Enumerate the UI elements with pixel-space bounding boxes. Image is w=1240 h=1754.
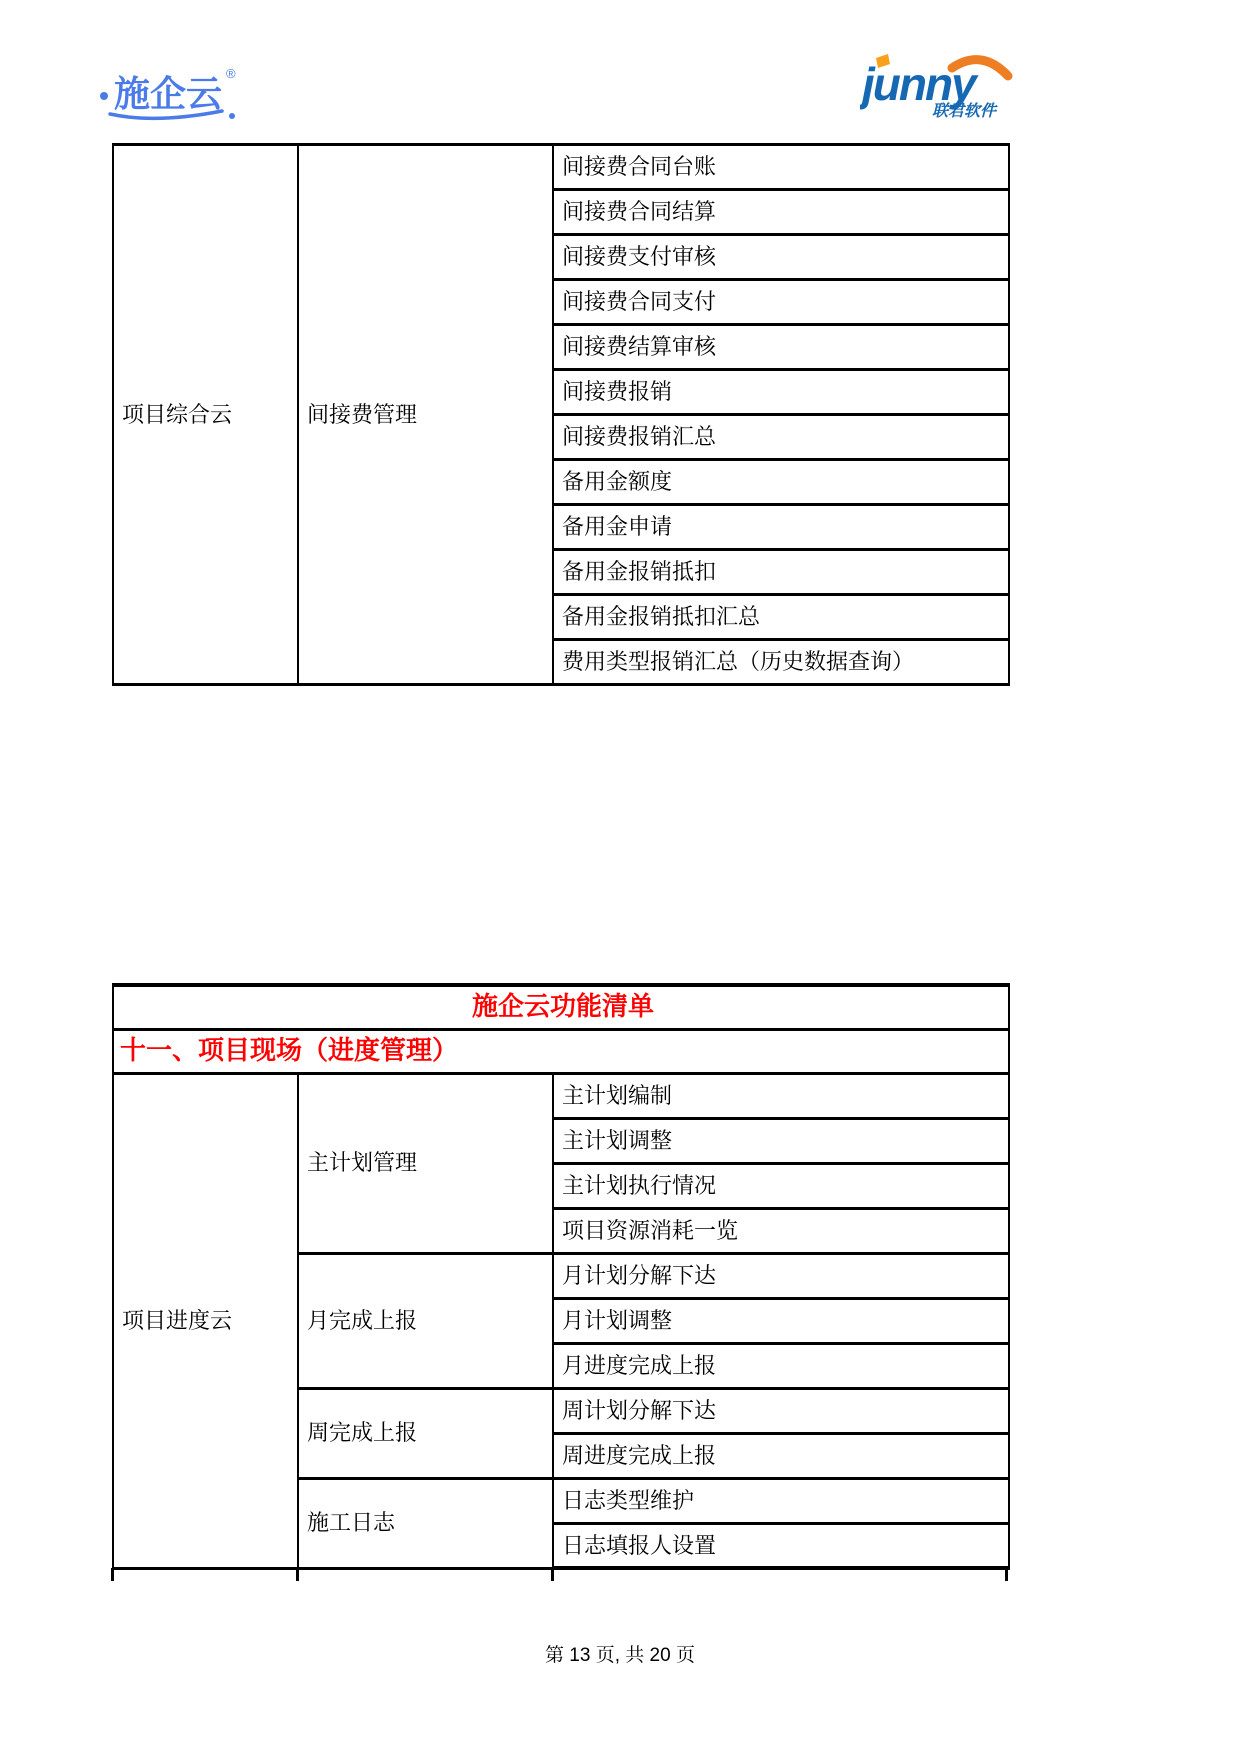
section-row [113, 1029, 1009, 1073]
feature-cell: 月计划分解下达 [553, 1253, 1009, 1298]
junny-sub-text: 联君软件 [932, 103, 997, 120]
feature-cell: 间接费报销 [553, 370, 1009, 415]
cloud-group-cell: 项目进度云 [113, 1073, 298, 1568]
module-group-cell: 施工日志 [298, 1478, 553, 1568]
registered-mark: ® [226, 66, 236, 81]
module-group-cell: 周完成上报 [298, 1388, 553, 1478]
feature-cell: 主计划调整 [553, 1118, 1009, 1163]
table-cut-stub [111, 1568, 114, 1581]
module-group-cell: 月完成上报 [298, 1253, 553, 1388]
cloud-group-cell: 项目综合云 [113, 145, 298, 685]
feature-cell: 间接费合同台账 [553, 145, 1009, 190]
table-indirect-fee [112, 143, 1010, 686]
brand-name-text: 施企云 [114, 73, 223, 114]
feature-cell: 主计划编制 [553, 1073, 1009, 1118]
shiqiyun-logo [96, 60, 266, 124]
junny-brand-text: junny [862, 58, 975, 110]
feature-cell: 日志类型维护 [553, 1478, 1009, 1523]
feature-cell: 备用金报销抵扣 [553, 550, 1009, 595]
feature-cell: 月进度完成上报 [553, 1343, 1009, 1388]
junny-logo [860, 52, 1020, 120]
feature-cell: 间接费合同支付 [553, 280, 1009, 325]
feature-cell: 费用类型报销汇总（历史数据查询） [553, 640, 1009, 685]
table-feature-list [112, 983, 1010, 1570]
logo-dot [100, 92, 108, 100]
logo-swoosh-dot [229, 113, 235, 119]
table-row [113, 145, 1009, 190]
module-group-cell: 主计划管理 [298, 1073, 553, 1253]
feature-cell: 间接费合同结算 [553, 190, 1009, 235]
table-title: 施企云功能清单 [113, 985, 1009, 1029]
feature-cell: 间接费支付审核 [553, 235, 1009, 280]
feature-cell: 周计划分解下达 [553, 1388, 1009, 1433]
module-group-cell: 间接费管理 [298, 145, 553, 685]
table-cut-stub [551, 1568, 554, 1581]
feature-cell: 间接费报销汇总 [553, 415, 1009, 460]
feature-cell: 主计划执行情况 [553, 1163, 1009, 1208]
table-cut-stub [296, 1568, 299, 1581]
section-title: 十一、项目现场（进度管理） [113, 1029, 1009, 1073]
feature-cell: 备用金申请 [553, 505, 1009, 550]
feature-cell: 日志填报人设置 [553, 1523, 1009, 1568]
feature-cell: 周进度完成上报 [553, 1433, 1009, 1478]
feature-cell: 间接费结算审核 [553, 325, 1009, 370]
page-number: 第 13 页, 共 20 页 [545, 1645, 695, 1666]
table-cut-stub [1005, 1568, 1008, 1581]
feature-cell: 备用金报销抵扣汇总 [553, 595, 1009, 640]
table-title-row [113, 985, 1009, 1029]
feature-cell: 备用金额度 [553, 460, 1009, 505]
feature-cell: 项目资源消耗一览 [553, 1208, 1009, 1253]
feature-cell: 月计划调整 [553, 1298, 1009, 1343]
table-row [113, 1073, 1009, 1118]
